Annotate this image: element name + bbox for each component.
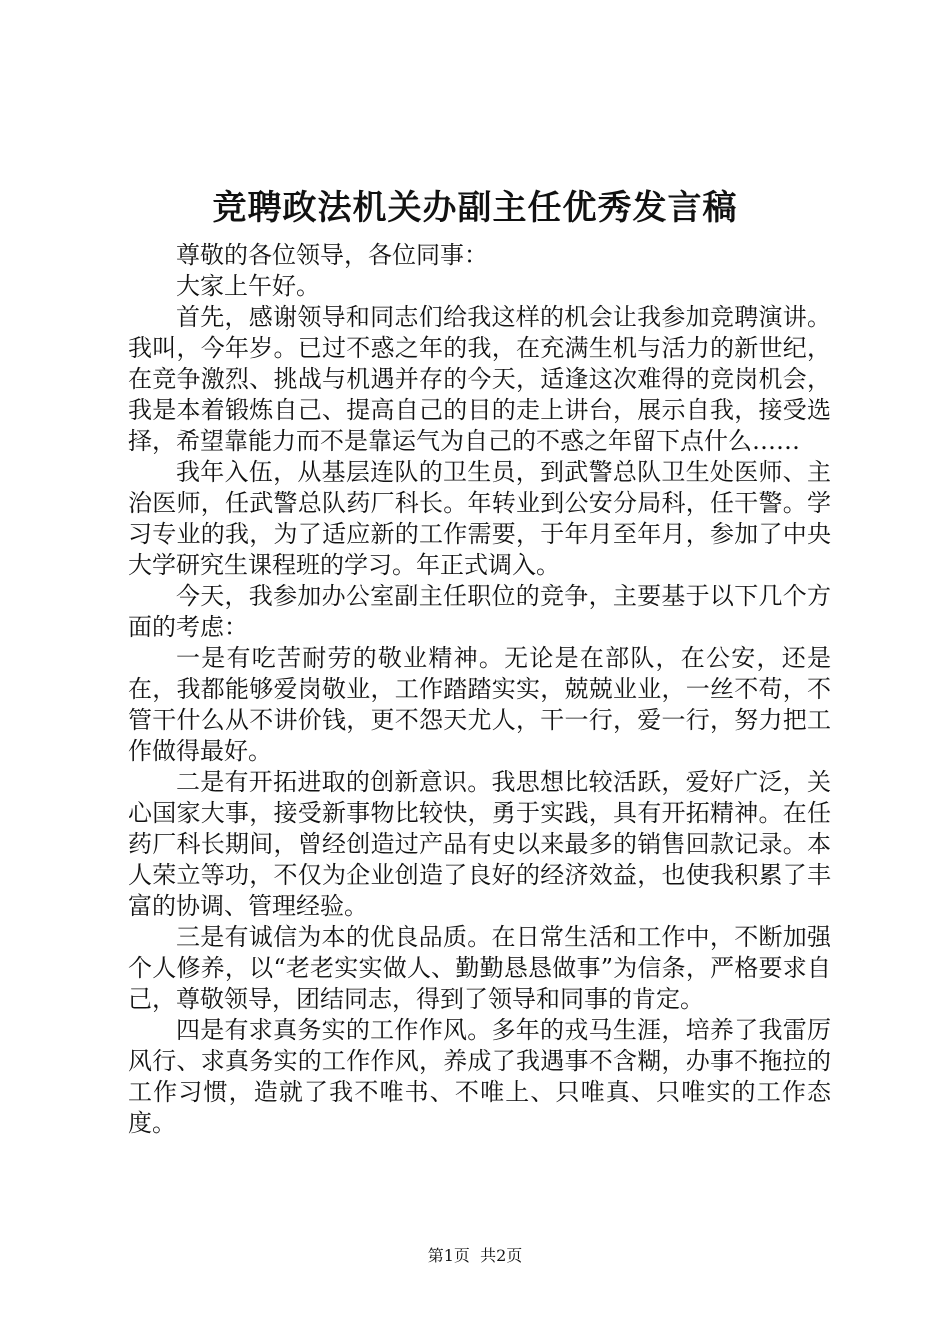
greeting-paragraph: 大家上午好。	[176, 272, 320, 300]
page-footer	[0, 1245, 950, 1267]
reason-four-paragraph: 四是有求真务实的工作作风。多年的戎马生涯，培养了我雷厉风行、求真务实的工作作风，养成了我遇事不含糊，办事不拖拉的工作习惯，造就了我不唯书、不唯上、只唯真、只唯实的工作态度。	[128, 1016, 831, 1137]
reasons-intro-paragraph: 今天，我参加办公室副主任职位的竞争，主要基于以下几个方面的考虑：	[128, 582, 831, 641]
document-body	[128, 240, 831, 1139]
reason-one-paragraph: 一是有吃苦耐劳的敬业精神。无论是在部队，在公安，还是在，我都能够爱岗敬业，工作踏踏实实，兢兢业业，一丝不苟，不管干什么从不讲价钱，更不怨天尤人，干一行，爱一行，努力把工作做得最好。	[128, 644, 831, 765]
salutation-paragraph: 尊敬的各位领导，各位同事：	[176, 241, 488, 269]
reason-two-paragraph: 二是有开拓进取的创新意识。我思想比较活跃，爱好广泛，关心国家大事，接受新事物比较快，勇于实践，具有开拓精神。在任药厂科长期间，曾经创造过产品有史以来最多的销售回款记录。本人荣立等功，不仅为企业创造了良好的经济效益，也使我积累了丰富的协调、管理经验。	[128, 768, 831, 920]
background-paragraph: 我年入伍，从基层连队的卫生员，到武警总队卫生处医师、主治医师，任武警总队药厂科长。年转业到公安分局科，任干警。学习专业的我，为了适应新的工作需要，于年月至年月，参加了中央大学研究生课程班的学习。年正式调入。	[128, 458, 831, 579]
intro-paragraph: 首先，感谢领导和同志们给我这样的机会让我参加竞聘演讲。我叫，今年岁。已过不惑之年的我，在充满生机与活力的新世纪，在竞争激烈、挑战与机遇并存的今天，适逢这次难得的竞岗机会，我是本着锻炼自己、提高自己的目的走上讲台，展示自我，接受选择，希望靠能力而不是靠运气为自己的不惑之年留下点什么……	[128, 303, 831, 455]
page-number-label: 第1页 共2页	[427, 1246, 523, 1265]
document-title: 竞聘政法机关办副主任优秀发言稿	[212, 188, 738, 228]
reason-three-paragraph: 三是有诚信为本的优良品质。在日常生活和工作中，不断加强个人修养，以“老老实实做人、勤勤恳恳做事”为信条，严格要求自己，尊敬领导，团结同志，得到了领导和同事的肯定。	[128, 923, 831, 1013]
